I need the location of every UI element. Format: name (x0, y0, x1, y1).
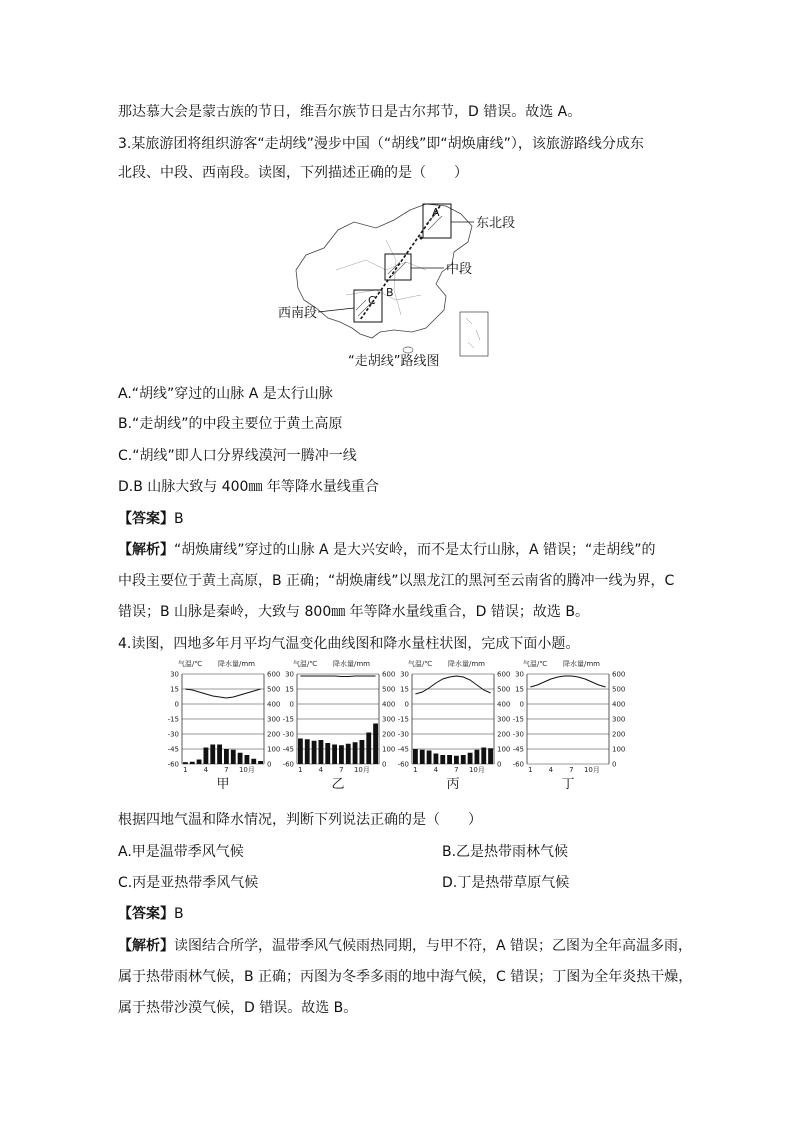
intro-line: 那达慕大会是蒙古族的节日，维吾尔族节日是古尔邦节，D 错误。故选 A。 (118, 104, 582, 120)
q3-answer-tag: 【答案】 (118, 511, 174, 527)
x-tick-label: 4 (203, 766, 209, 774)
temp-tick-label: -30 (512, 730, 524, 739)
temp-tick-label: 15 (515, 685, 524, 694)
map-label-A: A (432, 206, 440, 219)
precip-tick-label: 500 (382, 685, 396, 694)
x-tick-label: 10月 (468, 766, 485, 774)
temp-tick-label: -45 (167, 745, 179, 754)
temp-tick-label: 30 (285, 670, 294, 679)
precip-tick-label: 500 (497, 685, 511, 694)
q3-stem-line2: 北段、中段、西南段。读图，下列描述正确的是（ ） (118, 165, 468, 181)
precip-bar (332, 745, 337, 765)
temp-tick-label: 30 (170, 670, 179, 679)
temp-tick-label: -30 (282, 730, 294, 739)
q4-analysis-line3: 属于热带沙漠气候，D 错误。故选 B。 (118, 1000, 358, 1016)
precip-bar (353, 742, 358, 764)
q4-sub-stem: 根据四地气温和降水情况，判断下列说法正确的是（ ） (118, 812, 482, 828)
precip-bar (210, 745, 215, 765)
x-tick-label: 10月 (583, 766, 600, 774)
precip-tick-label: 500 (267, 685, 281, 694)
precip-bar (298, 739, 303, 765)
precip-tick-label: 600 (612, 670, 626, 679)
precip-tick-label: 600 (382, 670, 396, 679)
precip-tick-label: 300 (612, 715, 626, 724)
precip-bar (346, 744, 351, 764)
x-tick-label: 1 (183, 766, 188, 774)
precip-unit-label: 降水量/mm (218, 660, 255, 668)
precip-unit-label: 降水量/mm (448, 660, 485, 668)
precip-tick-label: 100 (382, 745, 396, 754)
precip-unit-label: 降水量/mm (333, 660, 370, 668)
temp-tick-label: -60 (282, 760, 294, 769)
temp-curve (415, 676, 490, 694)
precip-tick-label: 300 (382, 715, 396, 724)
precip-tick-label: 100 (267, 745, 281, 754)
q4-option-d: D.丁是热带草原气候 (442, 875, 570, 891)
q4-option-b: B.乙是热带雨林气候 (442, 844, 569, 860)
q3-analysis-line3: 错误；B 山脉是秦岭，大致与 800㎜ 年等降水量线重合，D 错误；故选 B。 (118, 604, 589, 620)
x-tick-label: 4 (548, 766, 554, 774)
precip-tick-label: 400 (267, 700, 281, 709)
precip-tick-label: 200 (267, 730, 281, 739)
temp-tick-label: 15 (285, 685, 294, 694)
precip-tick-label: 200 (612, 730, 626, 739)
q3-option-c: C.“胡线”即人口分界线漠河一腾冲一线 (118, 448, 357, 464)
x-tick-label: 7 (339, 766, 344, 774)
hu-line-map (276, 200, 516, 370)
q3-option-a: A.“胡线”穿过的山脉 A 是太行山脉 (118, 386, 333, 402)
temp-tick-label: -45 (512, 745, 524, 754)
map-label-southwest: 西南段 (278, 306, 318, 321)
temp-tick-label: -15 (397, 715, 409, 724)
q3-option-d: D.B 山脉大致与 400㎜ 年等降水量线重合 (118, 479, 379, 495)
precip-bar (190, 762, 195, 764)
chart-name-label: 丙 (446, 777, 460, 792)
q3-analysis-text1: “胡焕庸线”穿过的山脉 A 是大兴安岭，而不是太行山脉，A 错误；“走胡线”的 (174, 542, 656, 558)
precip-bar (224, 749, 229, 764)
q4-answer-tag: 【答案】 (118, 906, 174, 922)
precip-bar (197, 760, 202, 765)
temp-unit-label: 气温/℃ (178, 660, 203, 668)
temp-tick-label: -60 (167, 760, 179, 769)
precip-bar (319, 740, 324, 764)
precip-bar (245, 755, 250, 764)
q4-analysis-line1 (118, 936, 692, 956)
q4-answer (118, 904, 184, 924)
temp-tick-label: 15 (170, 685, 179, 694)
x-tick-label: 4 (433, 766, 439, 774)
map-label-northeast: 东北段 (476, 216, 516, 231)
precip-tick-label: 400 (612, 700, 626, 709)
temp-curve (530, 676, 605, 687)
precip-bar (434, 754, 439, 765)
x-tick-label: 7 (569, 766, 574, 774)
precip-tick-label: 0 (612, 760, 617, 769)
precip-bar (488, 748, 493, 764)
temp-tick-label: -60 (512, 760, 524, 769)
q4-answer-value: B (174, 906, 184, 922)
precip-tick-label: 200 (382, 730, 396, 739)
temp-tick-label: 30 (515, 670, 524, 679)
x-tick-label: 1 (298, 766, 303, 774)
precip-tick-label: 100 (497, 745, 511, 754)
precip-bar (420, 750, 425, 764)
q4-analysis-text1: 读图结合所学，温带季风气候雨热同期，与甲不符，A 错误；乙图为全年高温多雨， (174, 938, 693, 954)
temp-curve (185, 689, 260, 698)
precip-bar (366, 733, 371, 765)
temp-tick-label: -15 (512, 715, 524, 724)
temp-tick-label: -45 (282, 745, 294, 754)
temp-unit-label: 气温/℃ (293, 660, 318, 668)
precip-tick-label: 300 (267, 715, 281, 724)
chart-name-label: 甲 (216, 777, 230, 792)
precip-bar (339, 745, 344, 764)
precip-tick-label: 100 (612, 745, 626, 754)
q4-option-a: A.甲是温带季风气候 (118, 844, 244, 860)
precip-bar (481, 748, 486, 765)
temp-tick-label: 15 (400, 685, 409, 694)
precip-bar (468, 753, 473, 764)
precip-tick-label: 300 (497, 715, 511, 724)
precip-bar (360, 740, 365, 764)
precip-tick-label: 400 (382, 700, 396, 709)
precip-tick-label: 0 (497, 760, 502, 769)
precip-bar (312, 741, 317, 764)
precip-tick-label: 0 (267, 760, 272, 769)
map-label-middle: 中段 (446, 262, 473, 277)
precip-bar (305, 739, 310, 764)
precip-bar (447, 755, 452, 764)
precip-bar (217, 745, 222, 765)
map-label-B: B (386, 286, 394, 299)
temp-tick-label: 30 (400, 670, 409, 679)
chart-name-label: 丁 (561, 777, 575, 792)
x-tick-label: 1 (413, 766, 418, 774)
precip-bar (461, 755, 466, 764)
q4-stem: 4.读图，四地多年月平均气温变化曲线图和降水量柱状图，完成下面小题。 (118, 636, 580, 652)
precip-tick-label: 200 (497, 730, 511, 739)
x-tick-label: 1 (528, 766, 533, 774)
precip-tick-label: 0 (382, 760, 387, 769)
temp-curve (300, 676, 375, 677)
precip-tick-label: 600 (497, 670, 511, 679)
precip-bar (183, 762, 188, 764)
temp-tick-label: 0 (519, 700, 524, 709)
precip-bar (251, 759, 256, 764)
q3-analysis-line1 (118, 540, 656, 560)
temp-unit-label: 气温/℃ (523, 660, 548, 668)
precip-bar (413, 749, 418, 764)
q3-answer (118, 509, 184, 529)
q4-analysis-tag: 【解析】 (118, 938, 174, 954)
q3-answer-value: B (174, 511, 184, 527)
precip-bar (427, 751, 432, 765)
x-tick-label: 4 (318, 766, 324, 774)
temp-tick-label: -30 (397, 730, 409, 739)
precip-bar (373, 724, 378, 765)
precip-bar (475, 750, 480, 764)
q3-analysis-line2: 中段主要位于黄土高原，B 正确；“胡焕庸线”以黑龙江的黑河至云南省的腾冲一线为界，C (118, 573, 675, 589)
q3-analysis-tag: 【解析】 (118, 542, 174, 558)
precip-unit-label: 降水量/mm (563, 660, 600, 668)
precip-bar (440, 755, 445, 764)
precip-bar (204, 748, 209, 765)
q3-stem-line1: 3.某旅游团将组织游客“走胡线”漫步中国（“胡线”即“胡焕庸线”），该旅游路线分成东 (118, 136, 644, 152)
precip-bar (231, 750, 236, 764)
temp-tick-label: -60 (397, 760, 409, 769)
temp-unit-label: 气温/℃ (408, 660, 433, 668)
chart-name-label: 乙 (331, 777, 345, 792)
precip-tick-label: 400 (497, 700, 511, 709)
precip-tick-label: 500 (612, 685, 626, 694)
temp-tick-label: -15 (282, 715, 294, 724)
precip-bar (454, 756, 459, 764)
temp-tick-label: 0 (404, 700, 409, 709)
q4-option-c: C.丙是亚热带季风气候 (118, 875, 259, 891)
temp-tick-label: -45 (397, 745, 409, 754)
map-label-C: C (368, 294, 376, 307)
map-caption: “走胡线”路线图 (348, 354, 440, 369)
x-tick-label: 10月 (353, 766, 370, 774)
temp-tick-label: -15 (167, 715, 179, 724)
x-tick-label: 7 (454, 766, 459, 774)
precip-tick-label: 600 (267, 670, 281, 679)
temp-tick-label: -30 (167, 730, 179, 739)
x-tick-label: 10月 (238, 766, 255, 774)
precip-bar (325, 743, 330, 764)
q3-option-b: B.“走胡线”的中段主要位于黄土高原 (118, 416, 343, 432)
climate-charts (160, 656, 626, 796)
box-middle (385, 254, 411, 280)
temp-tick-label: 0 (174, 700, 179, 709)
precip-bar (238, 753, 243, 764)
x-tick-label: 7 (224, 766, 229, 774)
q4-analysis-line2: 属于热带雨林气候，B 正确；丙图为冬季多雨的地中海气候，C 错误；丁图为全年炎热干燥， (118, 969, 693, 985)
south-sea-inset (460, 312, 488, 356)
precip-bar (258, 761, 263, 764)
temp-tick-label: 0 (289, 700, 294, 709)
